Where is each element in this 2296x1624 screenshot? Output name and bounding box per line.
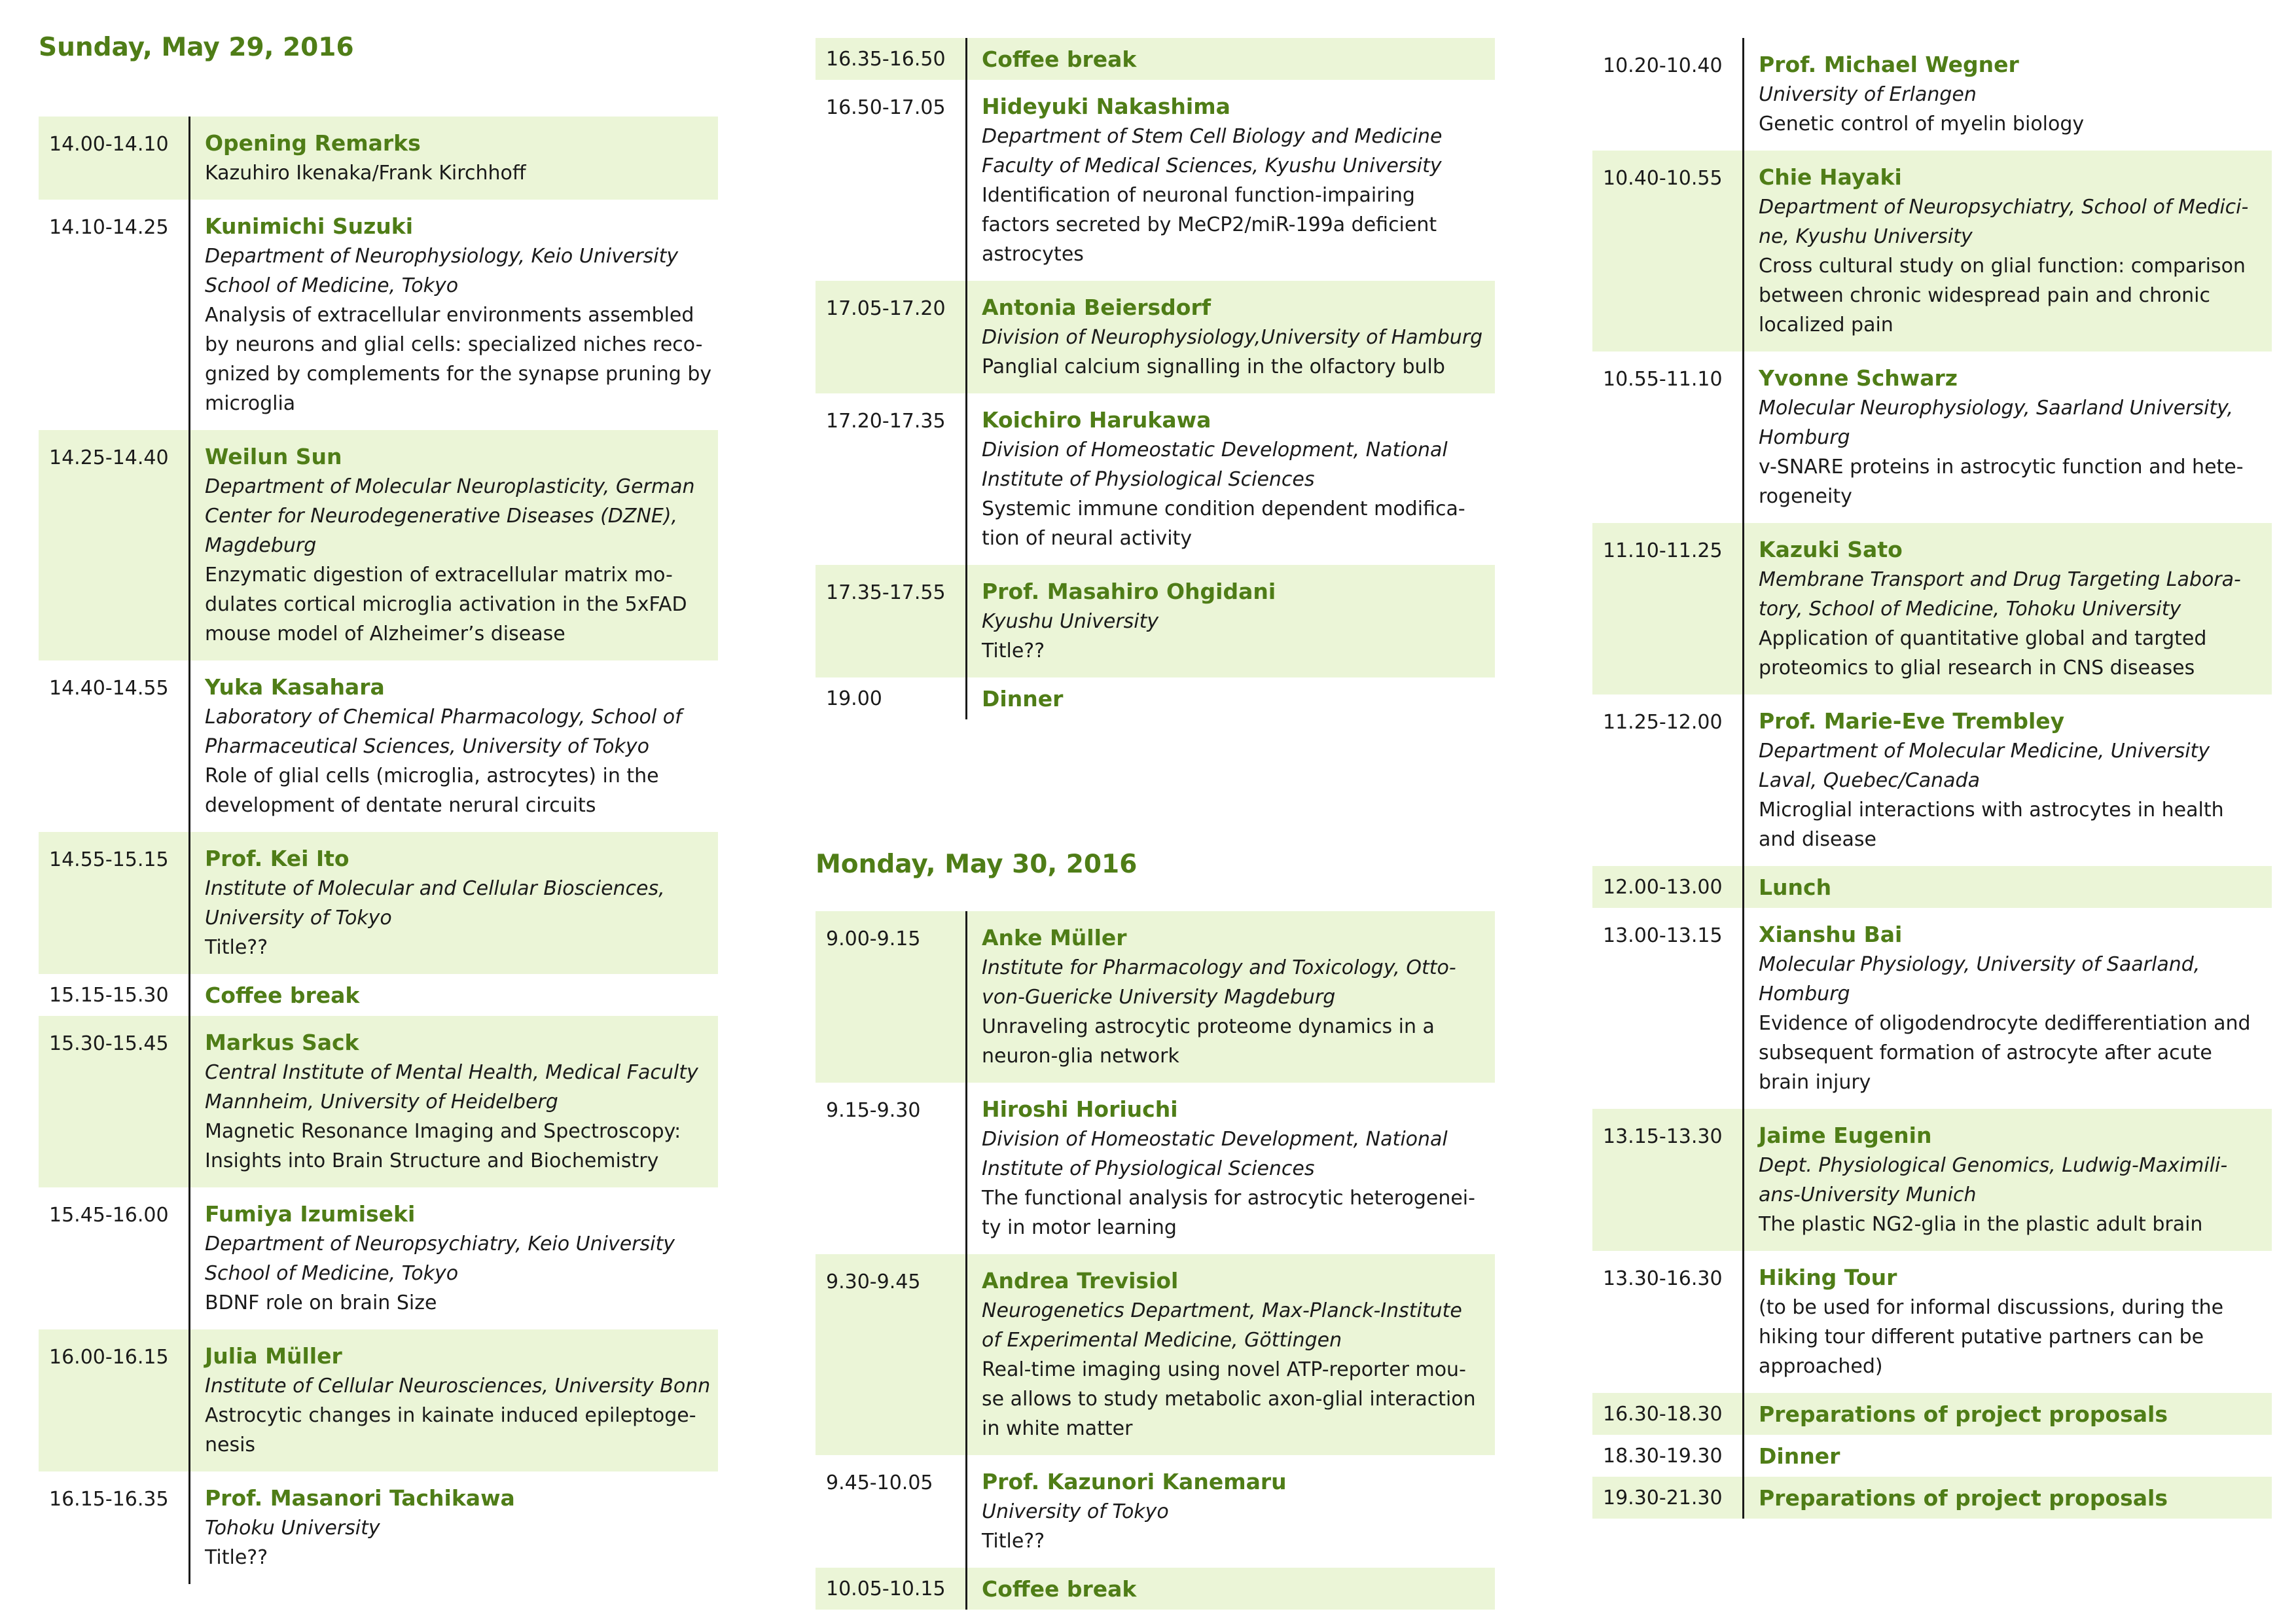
schedule-row <box>816 677 1495 719</box>
talk-title: Analysis of extracellular environments assembled by neurons and glial cells: specialized niches reco- gnized by complements for the synapse pruning by microglia <box>205 304 712 415</box>
session-details <box>1744 38 2272 151</box>
session-details <box>967 393 1495 565</box>
session-details <box>1744 1435 2272 1477</box>
session-details <box>190 832 718 974</box>
schedule-row <box>39 974 718 1016</box>
schedule-row <box>816 1455 1495 1568</box>
session-details <box>190 430 718 660</box>
speaker-name: Hideyuki Nakashima <box>982 94 1230 119</box>
session-details <box>967 281 1495 393</box>
speaker-name: Jaime Eugenin <box>1759 1123 1932 1148</box>
time-slot: 9.00-9.15 <box>816 911 967 1083</box>
talk-title: Title?? <box>982 640 1045 662</box>
session-details <box>967 1254 1495 1455</box>
speaker-affiliation: Laboratory of Chemical Pharmacology, School of Pharmaceutical Sciences, University of Tokyo <box>205 706 682 758</box>
speaker-name: Coffee break <box>205 983 360 1008</box>
speaker-name: Chie Hayaki <box>1759 164 1902 190</box>
time-slot: 13.30-16.30 <box>1592 1251 1744 1393</box>
schedule-row <box>39 200 718 430</box>
schedule-row <box>816 80 1495 281</box>
speaker-name: Opening Remarks <box>205 130 421 156</box>
speaker-name: Xianshu Bai <box>1759 922 1903 947</box>
session-details <box>190 1016 718 1187</box>
talk-title: Title?? <box>205 936 268 959</box>
schedule-list <box>1592 38 2272 1519</box>
speaker-name: Weilun Sun <box>205 444 342 469</box>
time-slot: 14.40-14.55 <box>39 660 190 832</box>
speaker-name: Coffee break <box>982 1576 1137 1602</box>
session-details <box>967 80 1495 281</box>
talk-title: Role of glial cells (microglia, astrocytes) in the development of dentate nerural circuits <box>205 765 659 817</box>
session-details <box>967 565 1495 677</box>
speaker-affiliation: Dept. Physiological Genomics, Ludwig-Maximili- ans-University Munich <box>1759 1154 2228 1206</box>
time-slot: 16.00-16.15 <box>39 1329 190 1471</box>
time-slot: 16.15-16.35 <box>39 1471 190 1584</box>
speaker-affiliation: Molecular Neurophysiology, Saarland University, Homburg <box>1759 397 2234 449</box>
time-slot: 16.50-17.05 <box>816 80 967 281</box>
talk-title: The plastic NG2-glia in the plastic adult brain <box>1759 1213 2203 1236</box>
time-slot: 15.30-15.45 <box>39 1016 190 1187</box>
session-details <box>190 1329 718 1471</box>
speaker-name: Anke Müller <box>982 925 1127 950</box>
time-slot: 13.15-13.30 <box>1592 1109 1744 1251</box>
speaker-affiliation: University of Erlangen <box>1759 83 1977 106</box>
speaker-affiliation: Division of Homeostatic Development, National Institute of Physiological Sciences <box>982 1128 1448 1180</box>
schedule-row <box>39 832 718 974</box>
time-slot: 11.10-11.25 <box>1592 523 1744 695</box>
schedule-row <box>39 1329 718 1471</box>
schedule-list <box>39 117 718 1584</box>
session-details <box>190 1187 718 1329</box>
schedule-row <box>816 911 1495 1083</box>
schedule-row <box>816 281 1495 393</box>
speaker-name: Prof. Marie-Eve Trembley <box>1759 708 2065 734</box>
speaker-affiliation: Molecular Physiology, University of Saarland, Homburg <box>1759 953 2200 1005</box>
speaker-affiliation: Department of Molecular Neuroplasticity, German Center for Neurodegenerative Diseases (DZNE), Magdeburg <box>205 475 695 557</box>
day-heading: Sunday, May 29, 2016 <box>39 33 354 62</box>
schedule-row <box>39 1471 718 1584</box>
talk-title: Enzymatic digestion of extracellular matrix mo- dulates cortical microglia activation in the 5xFAD mouse model of Alzheimer’s disease <box>205 564 687 645</box>
schedule-row <box>816 565 1495 677</box>
time-slot: 10.55-11.10 <box>1592 352 1744 523</box>
speaker-name: Preparations of project proposals <box>1759 1401 2168 1427</box>
talk-title: Astrocytic changes in kainate induced epileptoge- nesis <box>205 1404 696 1456</box>
time-slot: 17.35-17.55 <box>816 565 967 677</box>
talk-title: (to be used for informal discussions, during the hiking tour different putative partners can be approached) <box>1759 1296 2224 1378</box>
session-details <box>967 38 1495 80</box>
speaker-affiliation: Institute of Molecular and Cellular Biosciences, University of Tokyo <box>205 877 665 929</box>
session-details <box>967 1568 1495 1610</box>
speaker-name: Yuka Kasahara <box>205 674 385 700</box>
talk-title: Genetic control of myelin biology <box>1759 113 2085 135</box>
session-details <box>1744 352 2272 523</box>
schedule-row <box>816 1254 1495 1455</box>
session-details <box>1744 695 2272 866</box>
time-slot: 11.25-12.00 <box>1592 695 1744 866</box>
schedule-row <box>1592 866 2272 908</box>
schedule-row <box>1592 151 2272 352</box>
talk-title: Systemic immune condition dependent modifica- tion of neural activity <box>982 497 1465 550</box>
time-slot: 15.15-15.30 <box>39 974 190 1016</box>
talk-title: Evidence of oligodendrocyte dedifferentiation and subsequent formation of astrocyte after acute brain injury <box>1759 1012 2251 1094</box>
speaker-affiliation: Institute of Cellular Neurosciences, University Bonn <box>205 1375 711 1398</box>
time-slot: 9.15-9.30 <box>816 1083 967 1254</box>
talk-title: Microglial interactions with astrocytes in health and disease <box>1759 799 2224 851</box>
speaker-name: Coffee break <box>982 46 1137 72</box>
session-details <box>1744 1393 2272 1435</box>
talk-title: v-SNARE proteins in astrocytic function and hete- rogeneity <box>1759 456 2244 508</box>
time-slot: 12.00-13.00 <box>1592 866 1744 908</box>
session-details <box>190 1471 718 1584</box>
speaker-name: Kunimichi Suzuki <box>205 213 414 239</box>
speaker-name: Koichiro Harukawa <box>982 407 1211 433</box>
speaker-name: Prof. Michael Wegner <box>1759 52 2019 77</box>
session-details <box>967 1455 1495 1568</box>
time-slot: 18.30-19.30 <box>1592 1435 1744 1477</box>
speaker-affiliation: Neurogenetics Department, Max-Planck-Institute of Experimental Medicine, Göttingen <box>982 1299 1462 1352</box>
speaker-name: Prof. Kazunori Kanemaru <box>982 1469 1287 1494</box>
speaker-name: Dinner <box>1759 1443 1840 1469</box>
schedule-row <box>39 117 718 200</box>
schedule-row <box>1592 1435 2272 1477</box>
schedule-row <box>816 38 1495 80</box>
talk-title: Magnetic Resonance Imaging and Spectroscopy: Insights into Brain Structure and Biochemistry <box>205 1120 681 1172</box>
talk-title: Title?? <box>982 1530 1045 1553</box>
schedule-row <box>39 430 718 660</box>
speaker-name: Antonia Beiersdorf <box>982 295 1211 320</box>
speaker-name: Yvonne Schwarz <box>1759 365 1958 391</box>
time-slot: 9.45-10.05 <box>816 1455 967 1568</box>
speaker-affiliation: Department of Neuropsychiatry, School of Medici- ne, Kyushu University <box>1759 196 2249 248</box>
schedule-row <box>1592 352 2272 523</box>
speaker-name: Kazuki Sato <box>1759 537 1903 562</box>
speaker-affiliation: Department of Neurophysiology, Keio University School of Medicine, Tokyo <box>205 245 679 297</box>
speaker-affiliation: Tohoku University <box>205 1517 380 1540</box>
schedule-row <box>39 1187 718 1329</box>
session-details <box>1744 908 2272 1109</box>
speaker-affiliation: Division of Neurophysiology,University of Hamburg <box>982 326 1483 349</box>
session-details <box>190 200 718 430</box>
talk-title: Real-time imaging using novel ATP-reporter mou- se allows to study metabolic axon-glial interaction in white matter <box>982 1358 1476 1440</box>
speaker-affiliation: Kyushu University <box>982 610 1159 633</box>
speaker-affiliation: Division of Homeostatic Development, National Institute of Physiological Sciences <box>982 439 1448 491</box>
time-slot: 14.00-14.10 <box>39 117 190 200</box>
talk-title: Title?? <box>205 1546 268 1569</box>
speaker-affiliation: Department of Molecular Medicine, University Laval, Quebec/Canada <box>1759 740 2210 792</box>
schedule-row <box>816 1568 1495 1610</box>
talk-title: Panglial calcium signalling in the olfactory bulb <box>982 355 1445 378</box>
speaker-name: Fumiya Izumiseki <box>205 1201 416 1227</box>
session-details <box>190 660 718 832</box>
time-slot: 19.00 <box>816 677 967 719</box>
session-details <box>1744 1109 2272 1251</box>
speaker-name: Markus Sack <box>205 1030 359 1055</box>
time-slot: 10.20-10.40 <box>1592 38 1744 151</box>
speaker-name: Lunch <box>1759 875 1832 900</box>
session-details <box>1744 1477 2272 1519</box>
schedule-row <box>1592 695 2272 866</box>
schedule-list <box>816 911 1495 1610</box>
schedule-row <box>1592 1393 2272 1435</box>
talk-title: Cross cultural study on glial function: comparison between chronic widespread pain and chronic localized pain <box>1759 255 2246 336</box>
time-slot: 17.20-17.35 <box>816 393 967 565</box>
time-slot: 9.30-9.45 <box>816 1254 967 1455</box>
talk-title: Unraveling astrocytic proteome dynamics in a neuron-glia network <box>982 1015 1435 1068</box>
schedule-row <box>816 1083 1495 1254</box>
session-details <box>190 974 718 1016</box>
schedule-list <box>816 38 1495 719</box>
speaker-name: Dinner <box>982 686 1064 712</box>
session-details <box>967 911 1495 1083</box>
speaker-name: Hiroshi Horiuchi <box>982 1096 1178 1122</box>
speaker-name: Prof. Masanori Tachikawa <box>205 1485 515 1511</box>
time-slot: 14.55-15.15 <box>39 832 190 974</box>
schedule-row <box>1592 1477 2272 1519</box>
speaker-affiliation: University of Tokyo <box>982 1500 1169 1523</box>
session-details <box>1744 866 2272 908</box>
schedule-row <box>39 1016 718 1187</box>
schedule-row <box>1592 1109 2272 1251</box>
time-slot: 19.30-21.30 <box>1592 1477 1744 1519</box>
speaker-name: Hiking Tour <box>1759 1265 1897 1290</box>
session-details <box>190 117 718 200</box>
speaker-name: Andrea Trevisiol <box>982 1268 1179 1293</box>
schedule-row <box>1592 38 2272 151</box>
session-details <box>967 1083 1495 1254</box>
talk-title: Identification of neuronal function-impairing factors secreted by MeCP2/miR-199a deficient astrocytes <box>982 184 1437 266</box>
talk-title: Application of quantitative global and targted proteomics to glial research in CNS diseases <box>1759 627 2207 679</box>
day-heading: Monday, May 30, 2016 <box>816 850 1138 879</box>
schedule-row <box>1592 1251 2272 1393</box>
talk-title: The functional analysis for astrocytic heterogenei- ty in motor learning <box>982 1187 1475 1239</box>
session-details <box>1744 151 2272 352</box>
schedule-row <box>816 393 1495 565</box>
speaker-affiliation: Institute for Pharmacology and Toxicology, Otto- von-Guericke University Magdeburg <box>982 956 1456 1009</box>
speaker-affiliation: Central Institute of Mental Health, Medical Faculty Mannheim, University of Heidelberg <box>205 1061 698 1113</box>
time-slot: 15.45-16.00 <box>39 1187 190 1329</box>
speaker-affiliation: Membrane Transport and Drug Targeting Labora- tory, School of Medicine, Tohoku University <box>1759 568 2241 621</box>
schedule-row <box>1592 908 2272 1109</box>
schedule-row <box>39 660 718 832</box>
session-details <box>1744 1251 2272 1393</box>
time-slot: 16.35-16.50 <box>816 38 967 80</box>
time-slot: 13.00-13.15 <box>1592 908 1744 1109</box>
speaker-affiliation: Department of Neuropsychiatry, Keio University School of Medicine, Tokyo <box>205 1233 675 1285</box>
session-details <box>967 677 1495 719</box>
speaker-name: Prof. Kei Ito <box>205 846 350 871</box>
speaker-name: Preparations of project proposals <box>1759 1485 2168 1511</box>
time-slot: 14.25-14.40 <box>39 430 190 660</box>
time-slot: 10.05-10.15 <box>816 1568 967 1610</box>
speaker-name: Prof. Masahiro Ohgidani <box>982 579 1276 604</box>
talk-title: Kazuhiro Ikenaka/Frank Kirchhoff <box>205 162 526 185</box>
time-slot: 10.40-10.55 <box>1592 151 1744 352</box>
schedule-row <box>1592 523 2272 695</box>
speaker-name: Julia Müller <box>205 1343 342 1369</box>
session-details <box>1744 523 2272 695</box>
speaker-affiliation: Department of Stem Cell Biology and Medicine Faculty of Medical Sciences, Kyushu University <box>982 125 1443 177</box>
time-slot: 17.05-17.20 <box>816 281 967 393</box>
time-slot: 14.10-14.25 <box>39 200 190 430</box>
time-slot: 16.30-18.30 <box>1592 1393 1744 1435</box>
talk-title: BDNF role on brain Size <box>205 1291 437 1314</box>
